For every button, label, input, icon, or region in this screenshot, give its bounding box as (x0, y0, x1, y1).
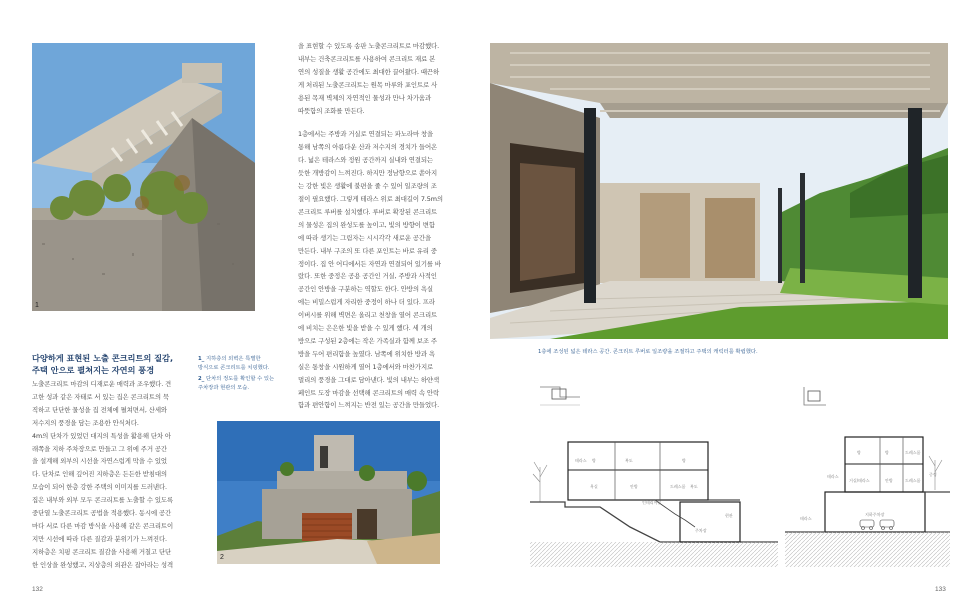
left-body-text (32, 378, 210, 572)
caption-text: 주차장과 현관의 모습. (198, 384, 250, 391)
text-line: 마다 서로 다른 마감 방식을 사용해 같은 콘크리트이 (32, 521, 174, 530)
text-line: 고한 성과 같은 자태로 서 있는 집은 콘크리트의 묵 (32, 392, 169, 401)
text-line: 랐다. 또한 중정은 공용 공간인 거실, 주방과 사적인 (298, 272, 437, 281)
plan-label: 드레스룸 (905, 478, 921, 483)
text-line: 는 강한 빛은 생활에 불편을 줄 수 있어 일조량의 조 (298, 182, 437, 191)
text-line: 직하고 단단한 물성을 집 전체에 펼쳐면서, 산세와 (32, 405, 167, 414)
caption-number: 2_ (198, 376, 205, 383)
plan-label: 현관 (725, 513, 733, 518)
plan-label: 지하주차장 (865, 512, 885, 517)
photo-terrace (490, 43, 948, 339)
text-line: 공간인 안방을 구분하는 역할도 한다. 안방의 욕실 (298, 285, 433, 294)
text-line: 래쪽을 지하 주차장으로 만들고 그 위에 주거 공간 (32, 444, 167, 453)
text-line: 의 물성은 집의 완성도를 높이고, 빛의 방향이 변함 (298, 220, 435, 229)
plan-label: 욕실 (590, 484, 598, 489)
plan-label: 안방 (630, 484, 638, 489)
plan-label: 복도 (690, 484, 698, 489)
text-line: 을 표현할 수 있도록 송판 노출콘크리트로 마감했다. (298, 42, 440, 50)
text-line: 1층에서는 주방과 거실로 연결되는 파노라마 창을 (298, 130, 434, 139)
text-line: 통해 남쪽의 아름다운 산과 저수지의 경치가 들어온 (298, 143, 438, 152)
plan-label: 드레스룸 (670, 484, 686, 489)
photo1-number: 1 (35, 302, 39, 309)
text-line: 다. 넓은 테라스와 정원 공간까지 실내와 연결되는 (298, 156, 433, 165)
text-line: 용된 목재 벽체의 자연적인 물성과 만나 차가움과 (298, 93, 432, 102)
plan-label: 테라스 (827, 474, 839, 479)
caption-text: 방식으로 콘크리트를 치핑했다. (198, 364, 270, 371)
plan-label: 주차장 (695, 528, 707, 533)
text-line: 노출콘크리트 마감의 디재로운 매력과 조우했다. 견 (32, 380, 172, 388)
caption-1 (198, 355, 288, 372)
text-line: 지하층은 치핑 콘크리트 질감을 사용해 거칠고 단단 (32, 547, 172, 556)
text-line: 한 인상을 완성했고, 지상층의 외관은 잡아라는 성격 (32, 560, 174, 569)
text-line: 에 비치는 은은한 빛을 받을 수 있게 했다. 세 개의 (298, 324, 433, 333)
plan-label: 드레스룸 (905, 450, 921, 455)
text-line: 콘크리트 루버를 설치했다. 루버로 확장된 콘크리트 (298, 207, 438, 216)
text-line: 멀리의 풍경을 그대로 담아낸다. 빛의 내부는 하얀색 (298, 375, 440, 384)
text-line: 함과 편안함이 느껴지는 반전 있는 공간을 만들었다. (298, 401, 440, 410)
text-line: 집은 내부와 외부 모두 콘크리트를 노출할 수 있도록 (32, 496, 174, 505)
text-line: 절이 필요했다. 그렇게 테라스 위로 최대길이 7.5m의 (298, 194, 443, 203)
plan-label: 인테리어실 (642, 500, 662, 505)
text-line: 페인트 도장 마감을 선택해 콘크리트의 매력 속 안락 (298, 388, 440, 397)
site-plan-small-left (538, 383, 583, 415)
text-line: 을 설계해 외부의 시선을 자연스럽게 막을 수 있었 (32, 457, 167, 466)
text-line: 따뜻함의 조화를 만든다. (298, 106, 365, 115)
caption-2 (198, 375, 288, 392)
plan-label: 방 (885, 450, 889, 455)
photo-garage-entrance (217, 421, 440, 564)
site-plan-small-right (800, 383, 830, 415)
text-line: 듯한 개방감이 느껴진다. 하지만 정남향으로 쏟아지 (298, 169, 438, 178)
plan-label: 안방 (885, 478, 893, 483)
plan-label: 중정 (929, 472, 937, 477)
text-line: 이버시를 위해 벽면은 올리고 천창을 열어 콘크리트 (298, 311, 438, 320)
text-line: 정이다. 집 안 어디에서든 자연과 연결되어 있기를 바 (298, 259, 441, 268)
text-line: 다. 단차로 인해 깊어진 지하층은 든든한 받침대의 (32, 470, 167, 479)
plan-label: 방 (857, 450, 861, 455)
text-line: 방으로 구성된 2층에는 작은 가족실과 함께 보조 주 (298, 336, 437, 345)
plan-label: 복도 (625, 458, 633, 463)
plan-label: 거실/테라스 (849, 478, 870, 483)
heading-line-2: 주택 안으로 펼쳐지는 자연의 풍경 (32, 365, 155, 375)
section-drawing-left (530, 432, 778, 571)
text-line: 에는 비밀스럽게 자리한 중정이 하나 더 있다. 프라 (298, 298, 435, 307)
terrace-caption: 1층에 조성된 넓은 테라스 공간. 콘크리트 루버로 일조량을 조절하고 주택의 캐릭터를 확립했다. (538, 349, 758, 355)
text-line: 내부는 건축콘크리트를 사용하여 콘크리트 재료 본 (298, 54, 436, 63)
text-line: 4m의 단차가 있었던 대지의 특성을 활용해 단차 아 (32, 431, 172, 440)
photo2-number: 2 (220, 554, 224, 561)
text-line: 게 처리된 노출콘크리트는 원목 마루와 포인트로 사 (298, 80, 438, 89)
text-line: 모습이 되어 한층 강한 주택의 이미지를 드러낸다. (32, 483, 167, 492)
page-number-right: 133 (935, 586, 946, 593)
text-line: 저수지의 풍경을 담는 조용한 안식처다. (32, 418, 139, 427)
plan-label: 테라스 (800, 516, 812, 521)
plan-label: 방 (592, 458, 596, 463)
left-captions (198, 355, 288, 392)
text-line: 중단열 노출콘크리트 공법을 적용했다. 동시에 공간 (32, 509, 172, 518)
caption-text: 단차의 정도를 확인할 수 있는 (206, 376, 275, 383)
text-line: 연의 성질을 생활 공간에도 최대한 끌어왔다. 때끈하 (298, 67, 440, 76)
paragraph-2 (298, 128, 466, 412)
heading-line-1: 다양하게 표현된 노출 콘크리트의 질감, (32, 353, 174, 363)
caption-number: 1_ (198, 356, 205, 362)
text-line: 지만 시선에 따라 다른 질감과 분위기가 느껴진다. (32, 534, 167, 543)
paragraph-1 (298, 40, 466, 117)
plan-label: 테라스 (575, 458, 587, 463)
plan-label: 방 (682, 458, 686, 463)
section-drawing-right (785, 432, 950, 571)
middle-body-text (298, 40, 466, 423)
photo-concrete-facade (32, 43, 255, 311)
text-line: 에 따라 생기는 그림자는 시시각각 새로운 공간을 (298, 233, 432, 242)
page-number-left: 132 (32, 586, 43, 593)
caption-text: 지하층의 외벽은 특별한 (206, 356, 261, 362)
text-line: 만든다. 내부 구조의 또 다른 포인트는 바로 유리 중 (298, 246, 437, 255)
text-line: 방을 두어 편리함을 높였다. 남쪽에 위치한 방과 욕 (298, 349, 435, 358)
text-line: 실은 통창을 시원하게 열어 1층에서와 마찬가지로 (298, 362, 434, 371)
